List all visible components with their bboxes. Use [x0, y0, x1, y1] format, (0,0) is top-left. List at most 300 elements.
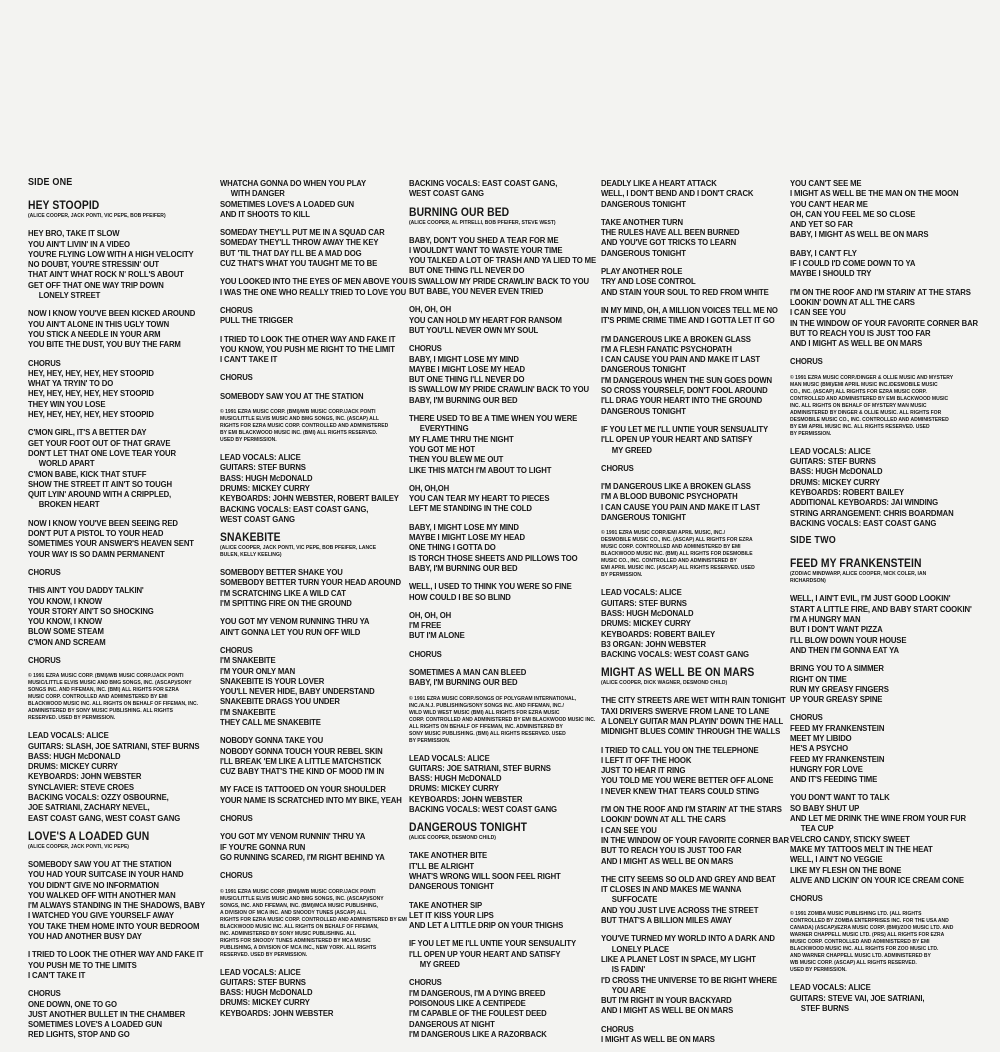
stanza-gap [409, 930, 580, 938]
lyric-stanza [790, 893, 961, 903]
lyric-line: LONELY STREET [38, 290, 101, 301]
lyric-line: C'MON GIRL, IT'S A BETTER DAY [28, 427, 147, 438]
copyright-line: © 1991 EZRA MUSIC CORP. (BMI)/WB MUSIC CORP./JACK PONTI [220, 888, 376, 895]
lyric-line: I'M DANGEROUS WHEN THE SUN GOES DOWN [601, 374, 773, 385]
lyric-line: DON'T LET THAT ONE LOVE TEAR YOUR [28, 447, 176, 458]
lyric-line: NOW I KNOW YOU'VE BEEN SEEING RED [28, 517, 178, 528]
lyric-line: YOU KNOW, I KNOW [28, 595, 102, 606]
song-title: SNAKEBITE [220, 532, 281, 545]
songwriter-credits: (ALICE COOPER, DESMOND CHILD) [409, 835, 496, 842]
lyric-line: IT'LL BE ALRIGHT [409, 860, 474, 871]
stanza-gap [409, 814, 580, 822]
stanza-gap [790, 240, 961, 248]
lyric-line: SNAKEBITE IS YOUR LOVER [220, 675, 325, 686]
copyright-line: © 1991 EZRA MUSIC CORP. (BMI)/WB MUSIC CORP./JACK PONTI [28, 673, 184, 680]
lyric-line: I'M A FLESH FANATIC PSYCHOPATH [601, 343, 732, 354]
lyric-line: C'MON AND SCREAM [28, 636, 106, 647]
lyric-line: AND YOU JUST LIVE ACROSS THE STREET [601, 904, 759, 915]
lyric-line: YOU'VE TURNED MY WORLD INTO A DARK AND [601, 933, 775, 944]
stanza-gap [220, 805, 391, 813]
lyric-line: AND YOU'VE GOT TRICKS TO LEARN [601, 237, 737, 248]
stanza-gap [220, 383, 391, 391]
lyric-line: YOU AIN'T ALONE IN THIS UGLY TOWN [28, 318, 170, 329]
lyric-line: HUNGRY FOR LOVE [790, 763, 863, 774]
stanza-gap [790, 974, 961, 982]
lyric-stanza [601, 745, 772, 796]
stanza-gap [28, 577, 199, 585]
lyric-line: LEAD VOCALS: ALICE [601, 587, 682, 598]
lyric-stanza [220, 452, 399, 524]
lyric-line: YOU PUSH ME TO THE LIMITS [28, 959, 137, 970]
lyric-line: GUITARS: STEVE VAI, JOE SATRIANI, [790, 992, 925, 1003]
stanza-gap [601, 659, 772, 667]
lyric-line: I'M DANGEROUS, I'M A DYING BREED [409, 987, 546, 998]
lyric-stanza [220, 870, 391, 880]
lyric-line: YOU LOOKED INTO THE EYES OF MEN ABOVE YOU [220, 276, 408, 287]
lyric-line: AND THEN I'M GONNA EAT YA [790, 644, 899, 655]
lyric-line: SO CROSS YOURSELF, DON'T FOOL AROUND [601, 385, 768, 396]
lyric-line: MY FLAME THRU THE NIGHT [409, 433, 514, 444]
lyric-line: BASS: HUGH McDONALD [220, 472, 313, 483]
lyric-stanza [220, 735, 391, 776]
stanza-gap [409, 745, 580, 753]
lyric-stanza [220, 276, 408, 297]
lyric-stanza [220, 333, 396, 365]
lyric-line: GET OFF THAT ONE WAY TRIP DOWN [28, 279, 164, 290]
copyright-line: RIGHTS FOR EZRA MUSIC CORP. CONTROLLED AND ADMINISTERED [220, 423, 389, 430]
lyric-stanza [601, 481, 772, 522]
lyric-line: MY GREED [419, 959, 460, 970]
song-title: FEED MY FRANKENSTEIN [790, 558, 922, 571]
copyright-line: MAN MUSIC (BMI)/EMI APRIL MUSIC INC./DESMOBILE MUSIC [790, 381, 938, 388]
lyric-stanza [601, 334, 772, 416]
lyric-line: OH, OH, OH [409, 609, 452, 620]
stanza-gap [220, 862, 391, 870]
stanza-gap [220, 401, 391, 409]
lyric-line: BACKING VOCALS: EAST COAST GANG [790, 517, 937, 528]
lyric-stanza [28, 518, 199, 559]
lyric-line: THIS AIN'T YOU DADDY TALKIN' [28, 585, 144, 596]
lyric-line: LOOKIN' DOWN AT ALL THE CARS [601, 814, 726, 825]
lyric-line: DRUMS: MICKEY CURRY [601, 618, 691, 629]
lyric-line: IF I COULD I'D COME DOWN TO YA [790, 258, 916, 269]
lyric-line: IT'S PRIME CRIME TIME AND I GOTTA LET IT GO [601, 315, 775, 326]
lyric-line: LEAD VOCALS: ALICE [790, 445, 871, 456]
lyric-line: TAKE ANOTHER BITE [409, 850, 488, 861]
lyrics-column-3 [409, 178, 596, 1039]
lyric-line: ADDITIONAL KEYBOARDS: JAI WINDING [790, 497, 938, 508]
stanza-gap [220, 776, 391, 784]
lyric-line: CUZ THAT'S WHAT YOU TAUGHT ME TO BE [220, 258, 378, 269]
lyric-stanza [409, 413, 580, 475]
lyric-line: I'M SPITTING FIRE ON THE GROUND [220, 598, 352, 609]
lyric-line: BUT YOU'LL NEVER OWN MY SOUL [409, 324, 539, 335]
lyric-line: DANGEROUS TONIGHT [601, 512, 686, 523]
songwriter-credits: (ALICE COOPER, JACK PONTI, VIC PEPE, BOB PFEIFER) [28, 213, 166, 220]
lyric-line: YOU KNOW, YOU PUSH ME RIGHT TO THE LIMIT [220, 343, 395, 354]
copyright-line: CONTROLLED BY ZOMBA ENTERPRISES INC. FOR THE USA AND [790, 918, 949, 925]
copyright-line: PUBLISHING, A DIVISION OF MCA INC., NEW YORK. ALL RIGHTS [220, 944, 377, 951]
lyric-line: WHAT YA TRYIN' TO DO [28, 378, 114, 389]
lyric-line: I'M A BLOOD BUBONIC PSYCHOPATH [601, 491, 738, 502]
stanza-gap [601, 866, 772, 874]
lyric-line: YOU TALKED A LOT OF TRASH AND YA LIED TO ME [409, 255, 596, 266]
lyric-line: BACKING VOCALS: WEST COAST GANG [409, 804, 557, 815]
lyric-line: SUFFOCATE [611, 894, 658, 905]
songwriter-credits: (ALICE COOPER, JACK PONTI, VIC PEPE, BOB PFEIFER, LANCE BULEN, KELLY KEELING) [220, 545, 377, 559]
lyric-stanza [601, 873, 776, 926]
lyric-line: CHORUS [790, 712, 823, 723]
lyric-line: QUIT LYIN' AROUND WITH A CRIPPLED, [28, 489, 172, 500]
copyright-line: DESMOBILE MUSIC CO., INC. (ASCAP) ALL RIGHTS FOR EZRA [601, 537, 753, 544]
stanza-gap [790, 784, 961, 792]
song-title: BURNING OUR BED [409, 206, 510, 219]
lyric-line: I'M ALWAYS STANDING IN THE SHADOWS, BABY [28, 900, 206, 911]
lyric-stanza [220, 567, 401, 609]
lyric-line: WORLD APART [38, 458, 95, 469]
lyric-line: YOU'LL NEVER HIDE, BABY UNDERSTAND [220, 686, 375, 697]
stanza-gap [28, 647, 199, 655]
stanza-gap [601, 297, 772, 305]
lyric-line: MAKE MY TATTOOS MELT IN THE HEAT [790, 843, 933, 854]
lyric-line: YOU WALKED OFF WITH ANOTHER MAN [28, 889, 176, 900]
lyric-stanza [28, 858, 206, 942]
copyright-line: BLACKWOOD MUSIC INC. (BMI) ALL RIGHTS FOR DESMOBILE [601, 551, 753, 558]
copyright-line: © 1991 ZOMBA MUSIC PUBLISHING LTD. (ALL RIGHTS [790, 911, 922, 918]
lyric-line: NOBODY GONNA TOUCH YOUR REBEL SKIN [220, 745, 383, 756]
lyric-line: LEAD VOCALS: ALICE [28, 730, 109, 741]
lyric-line: RUN MY GREASY FINGERS [790, 683, 889, 694]
lyric-stanza [409, 483, 580, 514]
stanza-gap [601, 1044, 772, 1052]
lyric-line: YOUR NAME IS SCRATCHED INTO MY BIKE, YEAH [220, 794, 402, 805]
stanza-gap [790, 1013, 961, 1021]
lyric-line: BABY, I MIGHT LOSE MY MIND [409, 521, 519, 532]
lyric-line: WEST COAST GANG [220, 513, 295, 524]
stanza-gap [601, 796, 772, 804]
stanza-gap [601, 326, 772, 334]
lyric-line: WHAT'S WRONG WILL SOON FEEL RIGHT [409, 870, 561, 881]
lyric-line: SOMEDAY THEY'LL THROW AWAY THE KEY [220, 237, 379, 248]
lyric-line: IS FADIN' [611, 964, 646, 975]
lyric-line: I'M SCRATCHING LIKE A WILD CAT [220, 587, 346, 598]
lyric-stanza [790, 286, 978, 349]
lyric-line: THEY CALL ME SNAKEBITE [220, 716, 321, 727]
stanza-gap [220, 959, 391, 967]
lyric-line: BACKING VOCALS: EAST COAST GANG, [409, 178, 558, 188]
lyric-stanza [601, 266, 772, 297]
copyright-notice [28, 673, 199, 722]
stanza-gap [409, 335, 580, 343]
lyric-stanza [28, 988, 199, 1039]
lyrics-column-2 [220, 178, 408, 1018]
lyric-line: HE'S A PSYCHO [790, 743, 848, 754]
lyric-line: AND IT'S FEEDING TIME [790, 774, 878, 785]
lyric-line: SOMEBODY BETTER TURN YOUR HEAD AROUND [220, 577, 401, 588]
lyric-stanza [28, 358, 199, 420]
copyright-line: USED BY PERMISSION. [220, 437, 277, 444]
lyric-stanza [220, 616, 391, 637]
stanza-gap [220, 444, 391, 452]
lyric-line: DANGEROUS TONIGHT [601, 198, 686, 209]
stanza-gap [409, 475, 580, 483]
lyric-line: YOU BITE THE DUST, YOU BUY THE FARM [28, 339, 181, 350]
lyrics-column-1 [28, 177, 206, 1040]
lyric-stanza [409, 977, 580, 1039]
lyric-line: I CAN'T TAKE IT [220, 354, 278, 365]
lyric-stanza [790, 593, 972, 655]
lyric-line: I TRIED TO LOOK THE OTHER WAY AND FAKE IT [28, 949, 204, 960]
lyric-line: I WATCHED YOU GIVE YOURSELF AWAY [28, 910, 174, 921]
lyric-line: GUITARS: STEF BURNS [220, 462, 306, 473]
lyric-line: RED LIGHTS, STOP AND GO [28, 1029, 130, 1040]
lyric-stanza [28, 308, 199, 349]
lyric-line: BUT I'M ALONE [409, 630, 465, 641]
lyric-line: DRUMS: MICKEY CURRY [220, 482, 310, 493]
lyric-line: THERE USED TO BE A TIME WHEN YOU WERE [409, 413, 578, 424]
stanza-gap [28, 1040, 199, 1048]
copyright-line: CORP. CONTROLLED AND ADMINISTERED BY EMI BLACKWOOD MUSIC INC. [409, 716, 596, 723]
lyric-line: I CAN CAUSE YOU PAIN AND MAKE IT LAST [601, 501, 761, 512]
lyric-line: I'LL BREAK 'EM LIKE A LITTLE MATCHSTICK [220, 755, 382, 766]
lyric-line: MIDNIGHT BLUES COMIN' THROUGH THE WALLS [601, 726, 781, 737]
copyright-line: USED BY PERMISSION. [790, 967, 847, 974]
lyric-line: YOU CAN'T SEE ME [790, 178, 862, 188]
lyric-line: IS TORCH THOSE SHEETS AND PILLOWS TOO [409, 552, 578, 563]
lyric-stanza [28, 730, 199, 823]
lyric-line: I'LL BLOW DOWN YOUR HOUSE [790, 634, 907, 645]
lyric-line: START A LITTLE FIRE, AND BABY START COOKIN' [790, 603, 972, 614]
copyright-line: SONGS, INC. AND FIFEMAN, INC. (BMI)/MCA MUSIC PUBLISHING, [220, 902, 378, 909]
stanza-gap [220, 823, 391, 831]
lyric-line: TAKE ANOTHER SIP [409, 899, 483, 910]
lyric-stanza [220, 967, 391, 1018]
lyric-line: GO RUNNING SCARED, I'M RIGHT BEHIND YA [220, 851, 385, 862]
lyric-line: DANGEROUS AT NIGHT [409, 1018, 495, 1029]
stanza-gap [601, 209, 772, 217]
lyric-stanza [409, 178, 580, 199]
lyric-line: BUT BABE, YOU NEVER EVEN TRIED [409, 286, 544, 297]
lyric-line: C'MON BABE, KICK THAT STUFF [28, 468, 147, 479]
lyric-line: JOE SATRIANI, ZACHARY NEVEL, [28, 802, 150, 813]
lyric-line: IN MY MIND, OH, A MILLION VOICES TELL ME NO [601, 304, 778, 315]
lyric-line: EVERYTHING [419, 423, 469, 434]
lyric-line: YOUR STORY AIN'T SO SHOCKING [28, 605, 154, 616]
lyric-line: STEF BURNS [800, 1003, 849, 1014]
lyric-stanza [220, 813, 391, 823]
lyric-line: YOU GOT ME HOT [409, 443, 476, 454]
copyright-notice [220, 888, 407, 959]
lyric-line: TEA CUP [800, 823, 834, 834]
lyric-line: FEED MY FRANKENSTEIN [790, 722, 885, 733]
lyric-line: LEAD VOCALS: ALICE [790, 982, 871, 993]
lyric-stanza [220, 305, 391, 326]
lyric-line: JUST TO HEAR IT RING [601, 765, 686, 776]
lyric-line: PLAY ANOTHER ROLE [601, 266, 683, 277]
stanza-gap [790, 885, 961, 893]
lyric-line: THAT AIN'T WHAT ROCK N' ROLL'S ABOUT [28, 269, 184, 280]
stanza-gap [409, 641, 580, 649]
lyric-stanza [409, 304, 580, 335]
lyric-line: WELL, I AIN'T EVIL, I'M JUST GOOD LOOKIN' [790, 593, 951, 604]
lyric-stanza [220, 645, 391, 727]
lyric-line: AND LET ME DRINK THE WINE FROM YOUR FUR [790, 813, 966, 824]
lyric-line: LIKE A PLANET LOST IN SPACE, MY LIGHT [601, 953, 756, 964]
stanza-gap [790, 438, 961, 446]
copyright-line: CO., INC. (ASCAP) ALL RIGHTS FOR EZRA MUSIC CORP. [790, 388, 927, 395]
lyric-stanza [28, 567, 199, 577]
stanza-gap [409, 573, 580, 581]
lyric-stanza [409, 234, 596, 297]
lyric-line: CUZ BABY THAT'S THE KIND OF MOOD I'M IN [220, 766, 384, 777]
lyric-line: I'M DANGEROUS LIKE A BROKEN GLASS [601, 481, 751, 492]
copyright-line: CONTROLLED AND ADMINISTERED BY EMI BLACKWOOD MUSIC [790, 395, 949, 402]
lyric-line: CHORUS [601, 462, 634, 473]
lyric-line: YOU DON'T WANT TO TALK [790, 792, 890, 803]
copyright-line: BLACKWOOD MUSIC INC. ALL RIGHTS ON BEHALF OF FIFEMAN, [220, 923, 379, 930]
lyric-line: KEYBOARDS: JOHN WEBSTER [220, 1007, 334, 1018]
lyric-line: ONE DOWN, ONE TO GO [28, 998, 117, 1009]
lyric-stanza [601, 424, 772, 455]
lyric-line: SO BABY SHUT UP [790, 802, 860, 813]
lyric-line: SOMETIMES YOUR ANSWER'S HEAVEN SENT [28, 538, 194, 549]
lyric-line: AND I MIGHT AS WELL BE ON MARS [790, 338, 923, 349]
lyric-line: I MIGHT AS WELL BE ON MARS [601, 1034, 715, 1044]
lyric-line: CHORUS [790, 356, 823, 367]
lyric-line: OH, OH,OH [409, 482, 450, 493]
lyric-line: MY FACE IS TATTOOED ON YOUR SHOULDER [220, 784, 386, 795]
stanza-gap [601, 473, 772, 481]
lyric-stanza [220, 784, 402, 805]
lyric-line: NOW I KNOW YOU'VE BEEN KICKED AROUND [28, 308, 196, 319]
lyric-line: GET YOUR FOOT OUT OF THAT GRAVE [28, 437, 171, 448]
lyric-line: I LEFT IT OFF THE HOOK [601, 754, 692, 765]
lyric-line: BROKEN HEART [38, 499, 100, 510]
lyric-line: I'M ON THE ROOF AND I'M STARIN' AT THE STARS [790, 286, 971, 297]
lyric-line: I'LL OPEN UP YOUR HEART AND SATISFY [601, 434, 753, 445]
stanza-gap [601, 579, 772, 587]
lyric-line: WELL, I DON'T BEND AND I DON'T CRACK [601, 188, 754, 199]
lyric-stanza [790, 982, 961, 1013]
lyric-line: YOU TAKE THEM HOME INTO YOUR BEDROOM [28, 920, 200, 931]
copyright-notice [790, 375, 961, 438]
lyric-stanza [220, 227, 391, 268]
stanza-gap [28, 980, 199, 988]
stanza-gap [28, 350, 199, 358]
copyright-line: WILD WILD WEST MUSIC (BMI) ALL RIGHTS FOR EZRA MUSIC [409, 709, 560, 716]
lyric-line: YOU STICK A NEEDLE IN YOUR ARM [28, 328, 161, 339]
lyric-line: EAST COAST GANG, WEST COAST GANG [28, 812, 181, 823]
stanza-gap [220, 268, 391, 276]
lyric-stanza [790, 663, 961, 704]
lyric-line: KEYBOARDS: ROBERT BAILEY [601, 628, 716, 639]
lyric-line: LEAD VOCALS: ALICE [220, 966, 301, 977]
lyric-line: I'LL OPEN UP YOUR HEART AND SATISFY [409, 948, 561, 959]
lyric-line: GUITARS: STEF BURNS [790, 456, 876, 467]
lyric-line: BASS: HUGH McDONALD [601, 607, 694, 618]
copyright-notice [601, 530, 772, 579]
stanza-gap [601, 416, 772, 424]
lyrics-column-5 [790, 178, 978, 1014]
lyric-line: CHORUS [28, 988, 61, 999]
lyric-line: KEYBOARDS: JOHN WEBSTER [409, 793, 523, 804]
copyright-line: © 1991 EZRA MUSIC CORP./DINGER & OLLIE MUSIC AND MYSTERY [790, 374, 954, 381]
copyright-line: © 1991 EZRA MUSIC CORP./EMI APRIL MUSIC, INC./ [601, 530, 726, 537]
lyric-line: GUITARS: STEF BURNS [220, 976, 306, 987]
copyright-line: © 1991 EZRA MUSIC CORP./SONGS OF POLYGRAM INTERNATIONAL, [409, 695, 577, 702]
lyric-stanza [790, 178, 961, 240]
lyric-stanza [409, 522, 580, 573]
stanza-gap [601, 737, 772, 745]
lyric-stanza [28, 655, 199, 665]
stanza-gap [220, 637, 391, 645]
copyright-line: ADMINISTERED BY SONY MUSIC PUBLISHING. ALL RIGHTS [28, 708, 173, 715]
lyric-line: OH, OH, OH [409, 304, 452, 315]
songwriter-credits: (ALICE COOPER, AL PITRELLI, BOB PFEIFER, STEVE WEST) [409, 219, 556, 226]
lyric-line: MY GREED [611, 444, 652, 455]
lyric-line: LET IT KISS YOUR LIPS [409, 909, 494, 920]
stanza-gap [220, 1018, 391, 1026]
copyright-line: MUSIC CO., INC. CONTROLLED AND ADMINISTERED BY [601, 558, 737, 565]
lyric-line: UP YOUR GREASY SPINE [790, 694, 883, 705]
songwriter-credits: (ALICE COOPER, JACK PONTI, VIC PEPE) [28, 843, 129, 850]
lyric-stanza [409, 649, 580, 659]
song-title: MIGHT AS WELL BE ON MARS [601, 667, 755, 680]
lyric-line: CHORUS [28, 654, 61, 665]
stanza-gap [28, 510, 199, 518]
lyric-line: YOU HAD ANOTHER BUSY DAY [28, 931, 142, 942]
lyric-line: BACKING VOCALS: OZZY OSBOURNE, [28, 792, 169, 803]
stanza-gap [220, 364, 391, 372]
lyric-line: YOU KNOW, I KNOW [28, 616, 102, 627]
songwriter-credits: (ALICE COOPER, DICK WAGNER, DESMOND CHILD) [601, 680, 728, 687]
copyright-line: SONGS INC. AND FIFEMAN, INC. (BMI) ALL RIGHTS FOR EZRA [28, 687, 179, 694]
lyric-line: SOMEDAY THEY'LL PUT ME IN A SQUAD CAR [220, 227, 385, 238]
lyric-line: YOUR WAY IS SO DAMN PERMANENT [28, 548, 165, 559]
lyric-line: SHOW THE STREET IT AIN'T SO TOUGH [28, 478, 172, 489]
lyric-line: YOU CAN'T HEAR ME [790, 198, 868, 209]
lyric-line: I CAN SEE YOU [601, 824, 657, 835]
lyric-stanza [601, 217, 772, 258]
lyric-line: SNAKEBITE DRAGS YOU UNDER [220, 696, 340, 707]
lyric-line: WEST COAST GANG [409, 188, 484, 199]
stanza-gap [28, 559, 199, 567]
lyric-line: I MIGHT AS WELL BE THE MAN ON THE MOON [790, 188, 959, 199]
copyright-line: RESERVED. USED BY PERMISSION. [220, 951, 308, 958]
lyric-line: AND I MIGHT AS WELL BE ON MARS [601, 855, 734, 866]
lyric-line: GUITARS: JOE SATRIANI, STEF BURNS [409, 762, 551, 773]
lyric-line: BUT I DON'T WANT PIZZA [790, 624, 883, 635]
lyric-stanza [601, 304, 778, 326]
copyright-line: CANADA) (ASCAP)/EZRA MUSIC CORP. (BMI)/ZOO MUSIC LTD. AND [790, 925, 954, 932]
stanza-gap [601, 1016, 772, 1024]
lyric-stanza [790, 792, 966, 885]
lyric-line: BASS: HUGH McDONALD [790, 466, 883, 477]
lyric-line: MAYBE I MIGHT LOSE MY HEAD [409, 363, 525, 374]
lyric-line: LOOKIN' DOWN AT ALL THE CARS [790, 296, 915, 307]
lyric-stanza [220, 831, 391, 862]
stanza-gap [28, 300, 199, 308]
copyright-line: © 1991 EZRA MUSIC CORP. (BMI)/WB MUSIC CORP./JACK PONTI [220, 409, 376, 416]
copyright-line: ALL RIGHTS ON BEHALF OF FIFEMAN, INC. ADMINISTERED BY [409, 723, 563, 730]
lyric-line: VELCRO CANDY, STICKY SWEET [790, 833, 910, 844]
lyric-stanza [409, 581, 580, 602]
lyric-line: BRING YOU TO A SIMMER [790, 663, 884, 674]
lyric-stanza [28, 585, 199, 647]
lyric-stanza [28, 427, 199, 509]
lyric-line: YOU'RE FLYING LOW WITH A HIGH VELOCITY [28, 248, 194, 259]
stanza-gap [409, 405, 580, 413]
